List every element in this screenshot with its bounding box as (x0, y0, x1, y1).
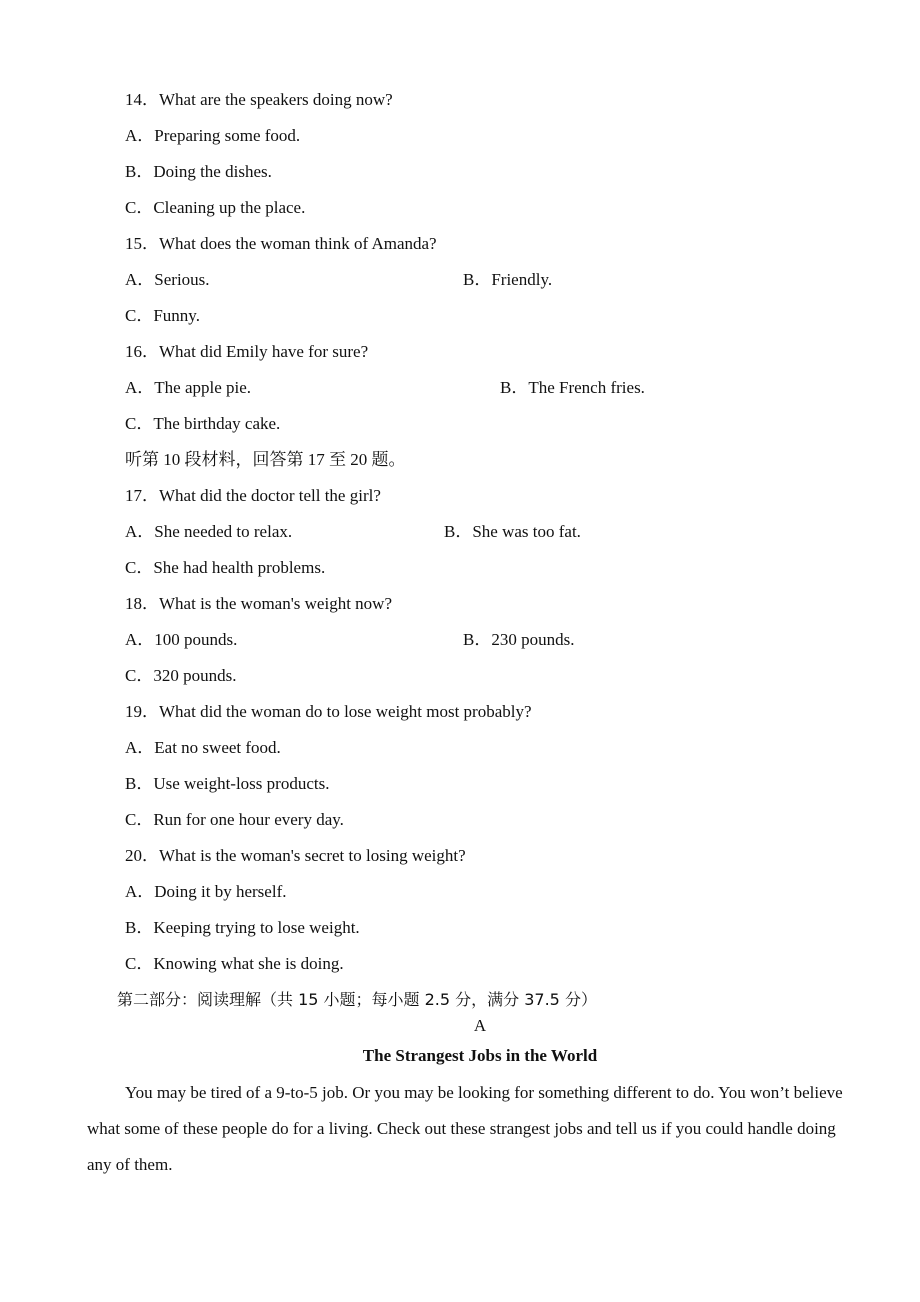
question-19-option-b: B．Use weight-loss products. (125, 774, 330, 793)
question-14-option-b: B．Doing the dishes. (125, 162, 272, 181)
section-heading: 第二部分：阅读理解（共 15 小题；每小题 2.5 分，满分 37.5 分） (117, 990, 597, 1009)
question-20-stem: 20．What is the woman's secret to losing weight? (125, 846, 466, 865)
question-15-option-a: A．Serious. (125, 270, 210, 289)
question-16-option-b: B．The French fries. (500, 378, 645, 397)
question-15-option-c: C．Funny. (125, 306, 200, 325)
question-17-option-a: A．She needed to relax. (125, 522, 293, 541)
question-18-option-a: A．100 pounds. (125, 630, 238, 649)
question-18-option-c: C．320 pounds. (125, 666, 237, 685)
passage-label: A (473, 1016, 487, 1035)
question-20-option-a: A．Doing it by herself. (125, 882, 287, 901)
question-18-stem: 18．What is the woman's weight now? (125, 594, 392, 613)
question-15-option-b: B．Friendly. (463, 270, 553, 289)
question-17-stem: 17．What did the doctor tell the girl? (125, 486, 381, 505)
question-16-option-a: A．The apple pie. (125, 378, 252, 397)
passage-title: The Strangest Jobs in the World (362, 1046, 598, 1065)
question-15-stem: 15．What does the woman think of Amanda? (125, 234, 437, 253)
question-14-option-c: C．Cleaning up the place. (125, 198, 306, 217)
question-19-stem: 19．What did the woman do to lose weight most probably? (125, 702, 532, 721)
passage-paragraph: You may be tired of a 9-to-5 job. Or you may be looking for something different to do. You won’t believe what some of these people do for a living. Check out these strangest jobs and tell us if you could handle doing any of them. (87, 1083, 843, 1174)
question-18-option-b: B．230 pounds. (463, 630, 575, 649)
question-16-option-c: C．The birthday cake. (125, 414, 281, 433)
question-20-option-b: B．Keeping trying to lose weight. (125, 918, 360, 937)
question-19-option-a: A．Eat no sweet food. (125, 738, 281, 757)
question-14-option-a: A．Preparing some food. (125, 126, 301, 145)
question-14-stem: 14．What are the speakers doing now? (125, 90, 393, 109)
question-16-stem: 16．What did Emily have for sure? (125, 342, 369, 361)
question-20-option-c: C．Knowing what she is doing. (125, 954, 344, 973)
listening-instruction: 听第 10 段材料，回答第 17 至 20 题。 (125, 450, 406, 469)
question-17-option-c: C．She had health problems. (125, 558, 326, 577)
question-17-option-b: B．She was too fat. (444, 522, 581, 541)
question-19-option-c: C．Run for one hour every day. (125, 810, 344, 829)
